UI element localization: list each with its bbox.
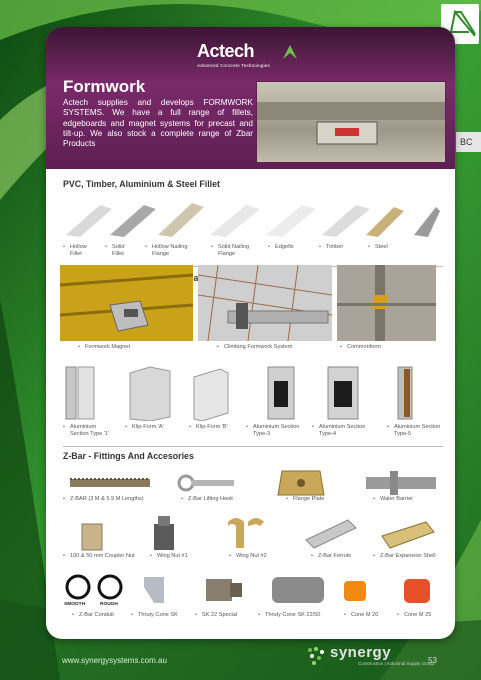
website-link[interactable]: www.synergysystems.com.au: [62, 656, 167, 665]
magnet-item: • Climbing Formwork System: [217, 344, 317, 351]
zbar-item: • Cone M 25: [397, 612, 442, 619]
actech-logo: [197, 41, 270, 68]
page-title: Formwork: [63, 77, 146, 96]
aluminium-item: • Aluminium Section Type '1': [63, 424, 113, 438]
zbar-row2-image: [60, 512, 440, 552]
zbar-item: • Wing Nut #1: [150, 553, 210, 560]
zbar-item: • Z-BAR (3 M & 5.9 M Lengths): [63, 496, 183, 503]
fillet-item: • Hollow Fillet: [63, 244, 99, 258]
zbar-item: • SK 22 Special: [195, 612, 255, 619]
zbar-item: • Thruty Cone SK: [131, 612, 191, 619]
fillet-item: • Edgefix: [268, 244, 308, 251]
zbar-row1-image: [60, 467, 440, 497]
conduit-label: SMOOTH: [64, 602, 86, 607]
zbar-item: • Water Barrier: [373, 496, 453, 503]
aluminium-item: • Klip-Form 'B': [189, 424, 239, 431]
zbar-item: • Z-Bar Expansion Shell: [373, 553, 453, 560]
logo-name: Actech: [197, 41, 255, 61]
aluminium-item: • Aluminium Section Type-5: [387, 424, 442, 438]
aluminium-item: • Aluminium Section Type-3: [246, 424, 301, 438]
climbing-formwork-photo: [198, 265, 332, 341]
logo-chevron-icon: [283, 43, 297, 59]
zbar-item: • Z-Bar Conduit: [72, 612, 132, 619]
fillet-item: • Timber: [319, 244, 359, 251]
intro-text: Actech supplies and develops FORMWORK SYSTEMS. We have a full range of fillets, edgeboards and magnet systems for precast and tilt-up. We also stock a complete range of Zbar Products: [63, 98, 253, 149]
conduit-label: ROUGH: [100, 602, 118, 607]
commonform-photo: [337, 265, 436, 341]
formwork-magnet-photo: [60, 265, 193, 341]
zbar-item: • Thruty Cone SK 22/50: [258, 612, 338, 619]
formwork-photo: [256, 81, 446, 163]
magnet-item: • Formwork Magnet: [78, 344, 178, 351]
zbar-section-title: Z-Bar - Fittings And Accesories: [63, 451, 194, 461]
logo-tagline: Advanced Concrete Technologies: [197, 63, 270, 68]
synergy-brand: synergy: [330, 644, 392, 661]
fillet-item: • Hollow Nailing Flange: [145, 244, 197, 258]
page-number: 53: [428, 656, 437, 665]
zbar-item: • Cone M 20: [344, 612, 389, 619]
synergy-logo: [306, 644, 434, 666]
fillet-item: • Steel: [368, 244, 408, 251]
fillet-item: • Solid Nailing Flange: [211, 244, 261, 258]
content-card: [46, 27, 455, 639]
fillet-item: • Solid Fillet: [105, 244, 135, 258]
divider: [63, 446, 443, 447]
aluminium-sections-image: [60, 363, 440, 421]
fillet-section-title: PVC, Timber, Aluminium & Steel Fillet: [63, 179, 220, 189]
synergy-tagline: Construction | Industrial Supply Group: [358, 661, 434, 666]
zbar-item: • 100 & 50 mm Coupler Nut: [63, 553, 153, 560]
zbar-item: • Flange Plate: [286, 496, 366, 503]
magnet-item: • Commonform: [340, 344, 420, 351]
synergy-dots-icon: [306, 646, 328, 666]
aluminium-item: • Aluminium Section Type-4: [312, 424, 367, 438]
section-tab[interactable]: BC: [456, 132, 481, 152]
zbar-item: • Wing Nut #2: [229, 553, 289, 560]
aluminium-item: • Klip-Form 'A': [125, 424, 175, 431]
fillet-products-image: [60, 195, 440, 240]
zbar-item: • Z-Bar Lifting Hook: [181, 496, 291, 503]
zbar-item: • Z-Bar Ferrule: [311, 553, 381, 560]
